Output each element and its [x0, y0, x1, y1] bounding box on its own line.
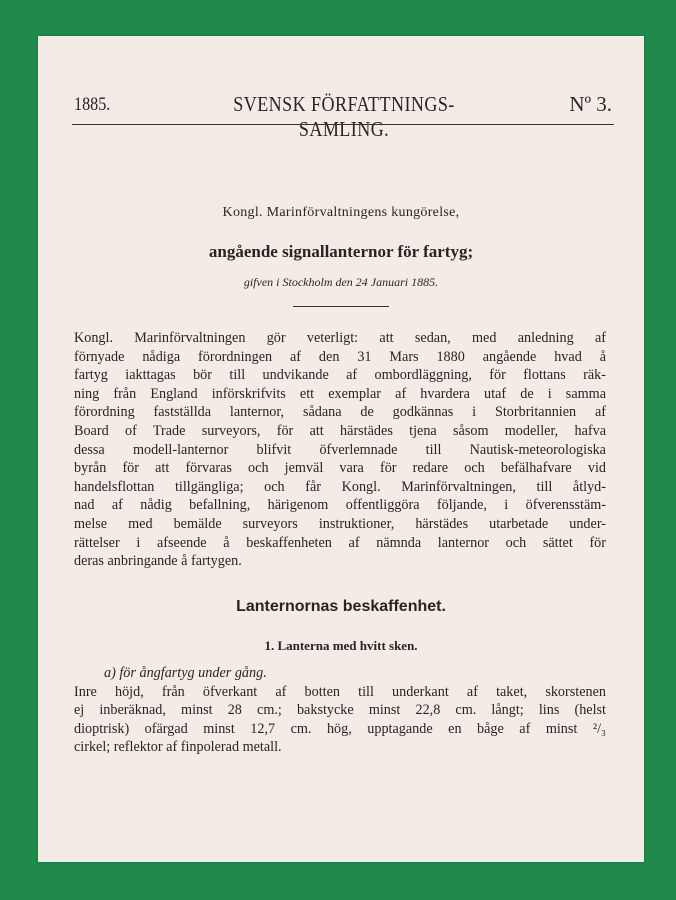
document-page [38, 36, 644, 862]
text-line: handelsflottan tillgängliga; och får Kongl. Marinförvaltningen, till åtlyd- [74, 478, 606, 495]
text-line: ning från England införskrifvits ett exemplar af hvardera utaf de i samma [74, 385, 606, 402]
text-line: melse med bemälde surveyors instruktioner, härstädes utarbetade under- [74, 515, 606, 532]
short-rule [293, 306, 389, 307]
text-line: Kongl. Marinförvaltningen gör veterligt: att sedan, med anledning af [74, 330, 606, 346]
text-line: nad af nådig befallning, härigenom offentliggöra följande, i öfverensstäm- [74, 497, 606, 514]
section-paragraph [74, 664, 606, 757]
text-line: cirkel; reflektor af finpolerad metall. [74, 739, 282, 756]
section-heading: Lanternornas beskaffenhet. [236, 598, 446, 615]
text-line: deras anbringande å fartygen. [74, 553, 242, 570]
text-line: Board of Trade surveyors, för att härstädes tjena såsom modeller, hafva [74, 422, 606, 439]
text-line: ej inberäknad, minst 28 cm.; bakstycke minst 22,8 cm. långt; lins (helst [74, 702, 606, 719]
text-line: dessa modell-lanternor blifvit öfverlemnade till Nautisk-meteorologiska [74, 441, 606, 458]
item-label-text: a) för ångfartyg under gång. [104, 665, 267, 681]
text-line: förordning fastställda lanternor, sådana de godkännas i Storbritannien af [74, 404, 606, 421]
text-line: rättelser i afseende å beskaffenheten af nämnda lanternor och sättet för [74, 534, 606, 551]
text-line: fartyg iakttagas bör till undvikande af ombordläggning, för flottans räk- [74, 367, 606, 384]
header-rule [72, 124, 614, 125]
text-line: Inre höjd, från öfverkant af botten till underkant af taket, skorstenen [74, 683, 606, 700]
text-line: dioptrisk) ofärgad minst 12,7 cm. hög, upptagande en båge af minst ²/₃ [74, 720, 606, 737]
page-header [74, 90, 614, 141]
subsection-heading: 1. Lanterna med hvitt sken. [264, 638, 418, 653]
main-paragraph [74, 329, 606, 571]
given-line: gifven i Stockholm den 24 Januari 1885. [243, 275, 439, 289]
text-line: förnyade nådiga förordningen af den 31 Mars 1880 angående hvad å [74, 348, 606, 365]
header-title: SVENSK FÖRFATTNINGS-SAMLING. [233, 92, 455, 141]
text-line: byrån för att förvaras och jemväl vara för redare och befälhafvare vid [74, 460, 606, 477]
item-label [74, 664, 606, 683]
subject-heading: angående signallanternor för fartyg; [208, 242, 474, 261]
header-number: Nº 3. [569, 92, 612, 116]
header-year: 1885. [74, 94, 111, 115]
issuer-line: Kongl. Marinförvaltningens kungörelse, [222, 205, 460, 220]
